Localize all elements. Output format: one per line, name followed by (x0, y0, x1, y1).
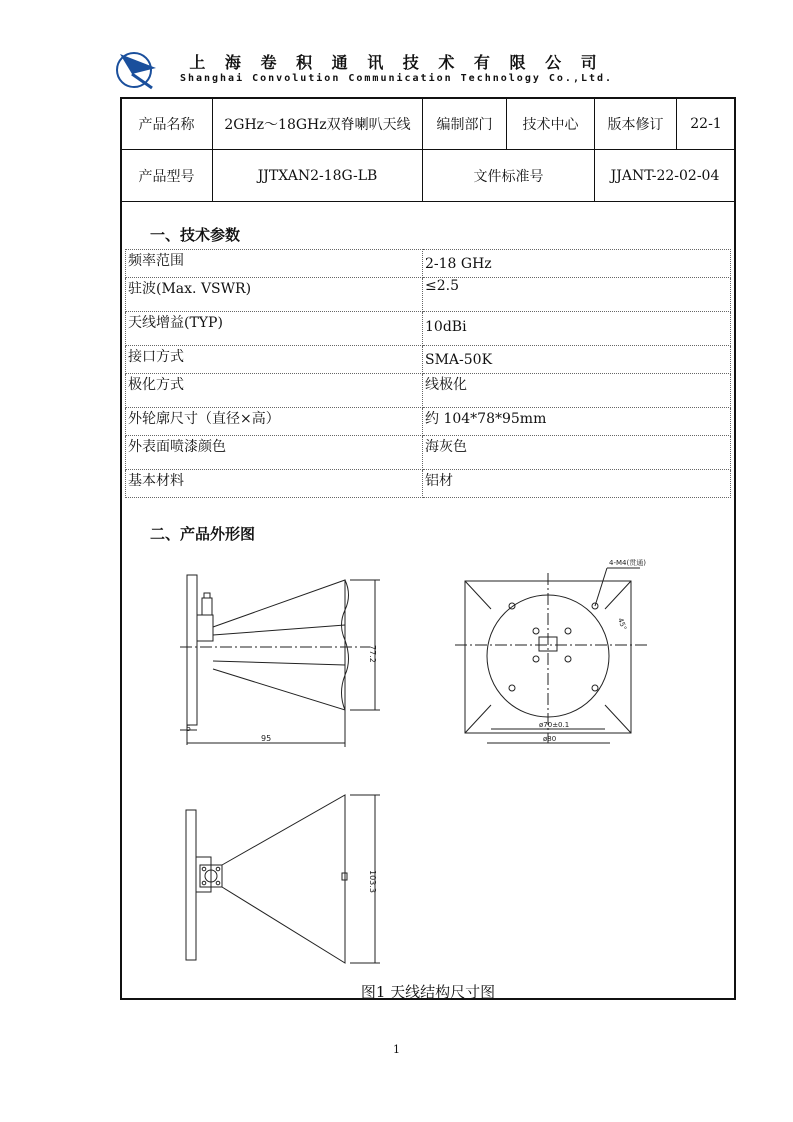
product-name-label: 产品名称 (121, 98, 213, 150)
spec-row (126, 408, 731, 436)
spec-param: 频率范围 (126, 250, 423, 278)
spec-param: 接口方式 (126, 346, 423, 374)
spec-row (126, 346, 731, 374)
mount-hole (509, 685, 515, 691)
dim-angle-label: 45° (616, 616, 628, 632)
sma-screw (202, 867, 206, 871)
spec-row (126, 278, 731, 312)
dim-flange-label: 5 (186, 724, 192, 733)
spec-row (126, 312, 731, 346)
spec-param: 外表面喷漆颜色 (126, 436, 423, 470)
version-value: 22-1 (677, 98, 736, 150)
ridge-lines (213, 625, 345, 665)
sma-screw (202, 881, 206, 885)
dim-hole-label: 4-M4(贯通) (609, 559, 646, 567)
version-label: 版本修订 (595, 98, 677, 150)
figure-caption: 图1 天线结构尺寸图 (360, 983, 496, 1001)
spec-param: 极化方式 (126, 374, 423, 408)
center-hole (565, 656, 571, 662)
sma-screw (216, 881, 220, 885)
center-hole (565, 628, 571, 634)
connector-block (197, 615, 213, 641)
front-view-drawing (455, 553, 670, 748)
spec-value: 海灰色 (423, 436, 731, 470)
section-title-specs: 一、技术参数 (150, 226, 241, 244)
section-title-drawing: 二、产品外形图 (150, 525, 256, 543)
company-name-en: Shanghai Convolution Communication Technology Co.,Ltd. (179, 73, 614, 84)
flange-side (187, 575, 197, 725)
spec-value: 2-18 GHz (423, 250, 731, 278)
dim-height2-label: 103.3 (368, 870, 377, 893)
dept-label: 编制部门 (423, 98, 507, 150)
dim-d70-label: ø70±0.1 (539, 721, 570, 729)
spec-value: 铝材 (423, 470, 731, 498)
side-view-drawing (170, 565, 400, 755)
mount-hole (509, 603, 515, 609)
spec-value: 线极化 (423, 374, 731, 408)
dim-height-label: 77.2 (368, 645, 377, 663)
spec-row (126, 470, 731, 498)
top-view-drawing (170, 785, 400, 980)
spec-value: ≤2.5 (423, 278, 731, 312)
document-info-table (120, 97, 736, 202)
sma-connector (202, 598, 212, 615)
model-value: JJTXAN2-18G-LB (213, 150, 423, 202)
sma-tip (204, 593, 210, 598)
spec-param: 天线增益(TYP) (126, 312, 423, 346)
std-value: JJANT-22-02-04 (595, 150, 736, 202)
sma-screw (216, 867, 220, 871)
spec-row (126, 436, 731, 470)
flange-top (186, 810, 196, 960)
mount-hole (592, 685, 598, 691)
spec-value: SMA-50K (423, 346, 731, 374)
spec-param: 外轮廓尺寸（直径×高） (126, 408, 423, 436)
page-number: 1 (393, 1043, 400, 1056)
horn-outline-top (222, 795, 345, 963)
center-hole (533, 628, 539, 634)
spec-param: 驻波(Max. VSWR) (126, 278, 423, 312)
spec-value: 约 104*78*95mm (423, 408, 731, 436)
spec-param: 基本材料 (126, 470, 423, 498)
spec-table (125, 249, 731, 498)
leader-hole (595, 568, 607, 606)
spec-row (126, 250, 731, 278)
company-name-cn: 上 海 卷 积 通 讯 技 术 有 限 公 司 (189, 53, 604, 72)
dim-d80-label: ø80 (543, 735, 557, 743)
horn-outline (213, 580, 345, 710)
product-name-value: 2GHz～18GHz双脊喇叭天线 (213, 98, 423, 150)
std-label: 文件标准号 (423, 150, 595, 202)
spec-row (126, 374, 731, 408)
dept-value: 技术中心 (507, 98, 595, 150)
spec-value: 10dBi (423, 312, 731, 346)
dim-length-label: 95 (261, 734, 272, 743)
center-hole (533, 656, 539, 662)
model-label: 产品型号 (121, 150, 213, 202)
